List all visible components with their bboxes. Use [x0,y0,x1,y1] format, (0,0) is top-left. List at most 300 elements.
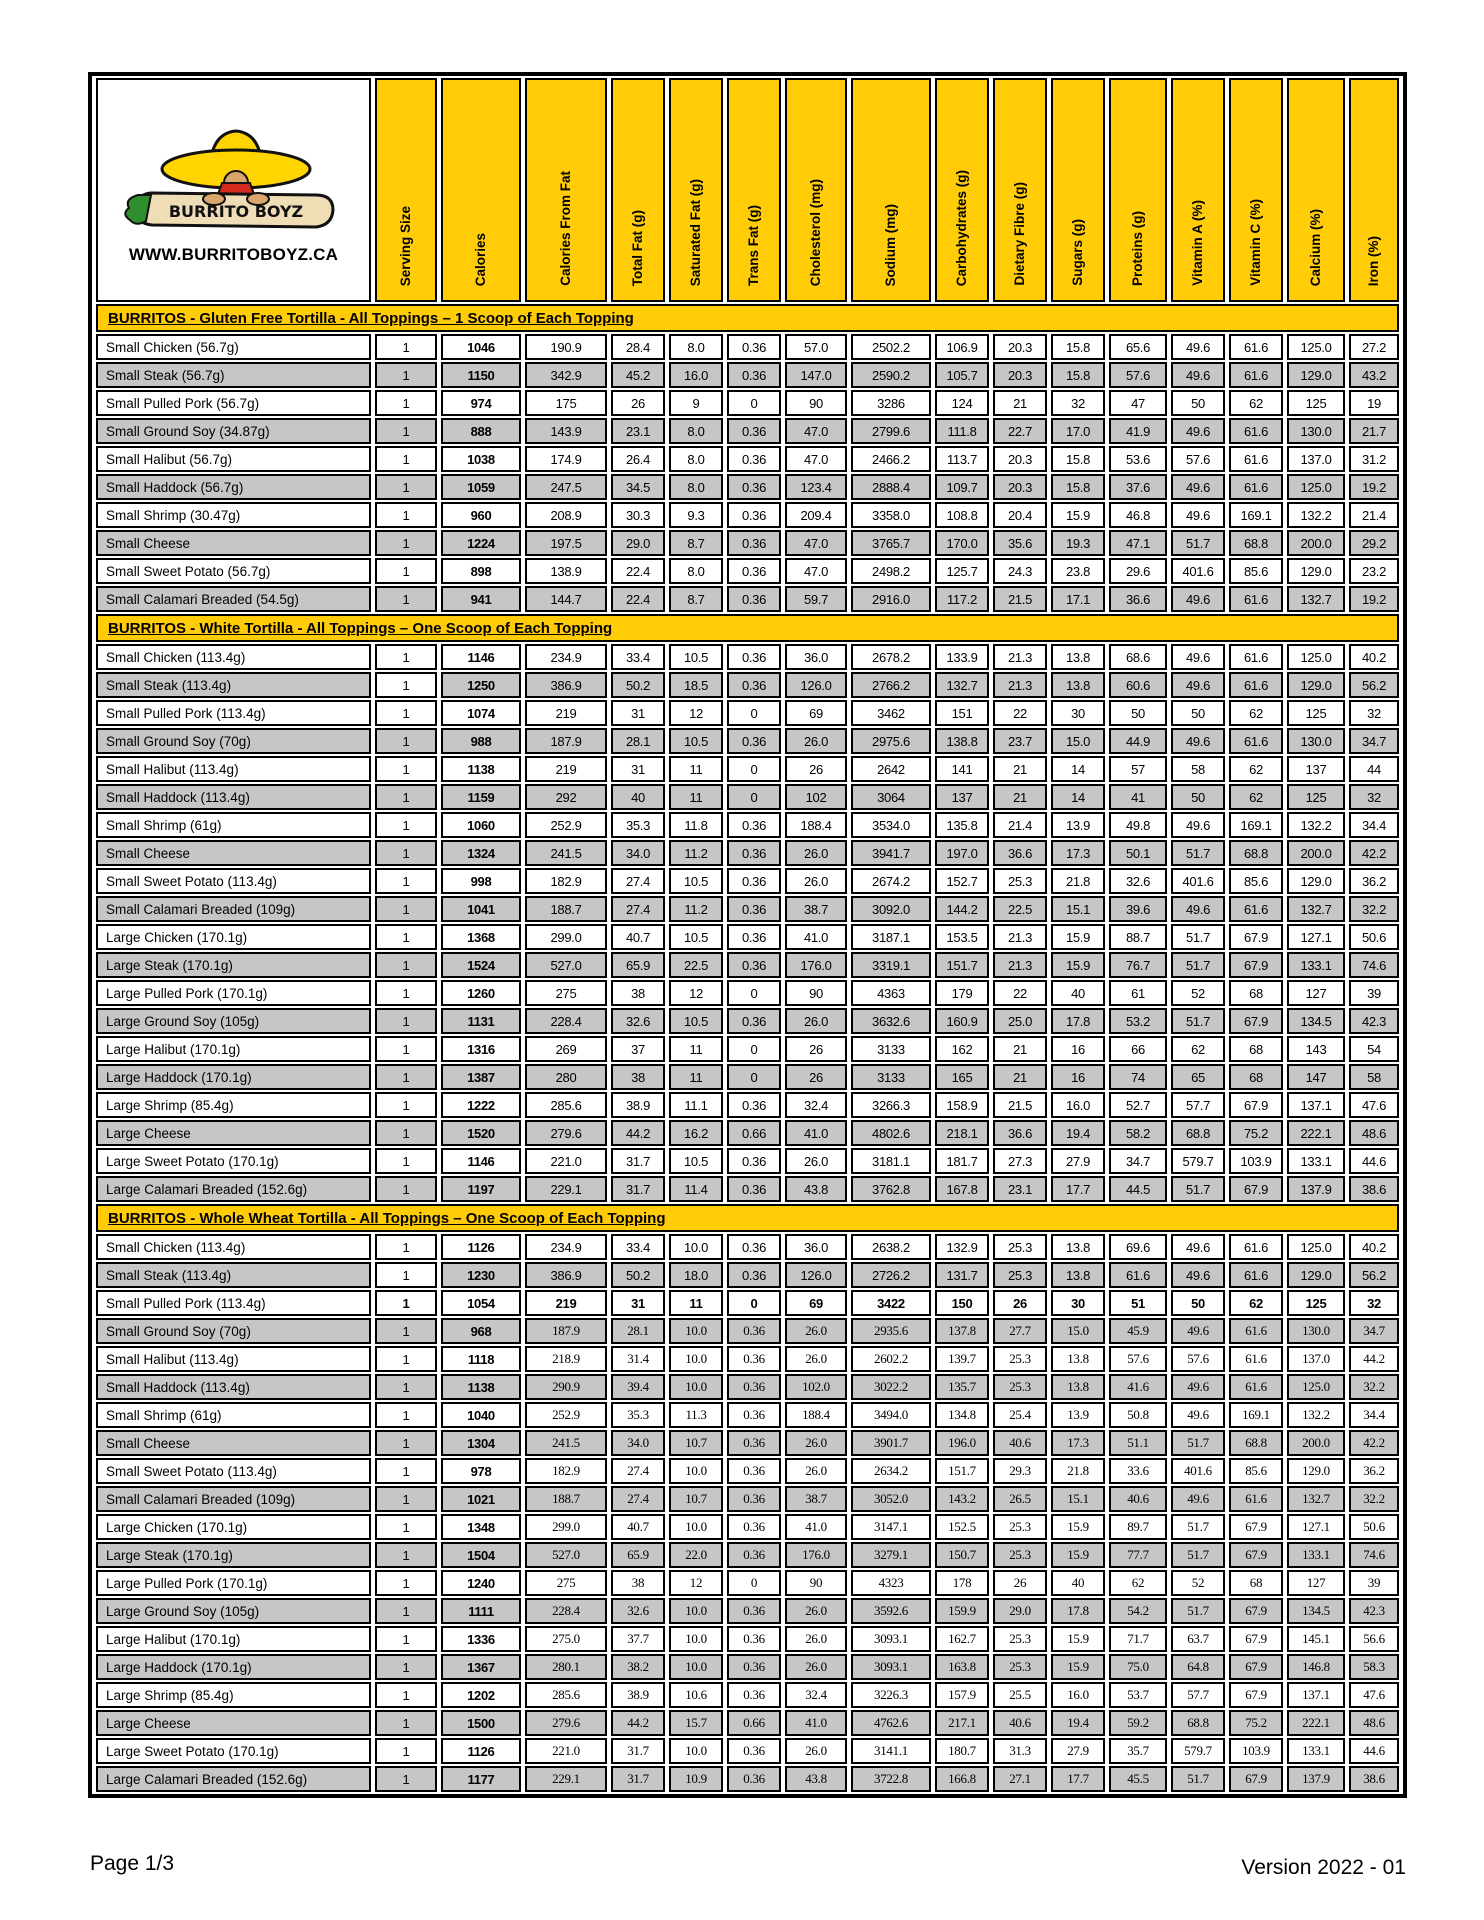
cell-proteins_g: 32.6 [1109,868,1167,894]
section-row [96,304,1399,332]
cell-calories_from_fat: 138.9 [525,558,607,584]
cell-iron_pct: 44.2 [1349,1346,1399,1372]
cell-cholesterol_mg: 102.0 [785,1374,847,1400]
cell-carbohydrates_g: 151.7 [935,952,989,978]
cell-calcium_pct: 137.1 [1287,1092,1345,1118]
cell-carbohydrates_g: 111.8 [935,418,989,444]
cell-iron_pct: 21.4 [1349,502,1399,528]
cell-vitamin_c_pct: 61.6 [1229,474,1283,500]
cell-saturated_fat_g: 11.8 [669,812,723,838]
table-row [96,644,1399,670]
cell-saturated_fat_g: 10.5 [669,1148,723,1174]
cell-calcium_pct: 200.0 [1287,840,1345,866]
cell-serving_size: 1 [375,980,437,1006]
cell-cholesterol_mg: 32.4 [785,1092,847,1118]
table-row [96,1092,1399,1118]
cell-proteins_g: 53.2 [1109,1008,1167,1034]
cell-calcium_pct: 200.0 [1287,530,1345,556]
cell-item: Small Cheese [96,840,371,866]
cell-serving_size: 1 [375,334,437,360]
cell-calories: 898 [441,558,521,584]
cell-iron_pct: 34.4 [1349,1402,1399,1428]
cell-vitamin_c_pct: 85.6 [1229,1458,1283,1484]
cell-iron_pct: 50.6 [1349,924,1399,950]
cell-dietary_fibre_g: 25.3 [993,1626,1047,1652]
cell-trans_fat_g: 0.36 [727,1542,781,1568]
cell-calcium_pct: 147 [1287,1064,1345,1090]
cell-calcium_pct: 127 [1287,1570,1345,1596]
cell-proteins_g: 60.6 [1109,672,1167,698]
table-row [96,1120,1399,1146]
cell-serving_size: 1 [375,952,437,978]
cell-serving_size: 1 [375,390,437,416]
cell-cholesterol_mg: 43.8 [785,1766,847,1792]
cell-trans_fat_g: 0.36 [727,840,781,866]
cell-saturated_fat_g: 12 [669,1570,723,1596]
table-row [96,1486,1399,1512]
cell-vitamin_c_pct: 169.1 [1229,502,1283,528]
cell-vitamin_c_pct: 61.6 [1229,1262,1283,1288]
cell-calories_from_fat: 275.0 [525,1626,607,1652]
cell-serving_size: 1 [375,1598,437,1624]
table-row [96,1262,1399,1288]
cell-carbohydrates_g: 179 [935,980,989,1006]
cell-vitamin_c_pct: 62 [1229,784,1283,810]
cell-dietary_fibre_g: 25.3 [993,1234,1047,1260]
cell-serving_size: 1 [375,1682,437,1708]
cell-item: Large Ground Soy (105g) [96,1598,371,1624]
cell-carbohydrates_g: 144.2 [935,896,989,922]
cell-calcium_pct: 200.0 [1287,1430,1345,1456]
cell-calories_from_fat: 247.5 [525,474,607,500]
cell-sodium_mg: 2799.6 [851,418,931,444]
cell-proteins_g: 47 [1109,390,1167,416]
cell-trans_fat_g: 0.36 [727,1738,781,1764]
cell-serving_size: 1 [375,1486,437,1512]
cell-carbohydrates_g: 160.9 [935,1008,989,1034]
cell-calories_from_fat: 292 [525,784,607,810]
cell-proteins_g: 44.9 [1109,728,1167,754]
cell-iron_pct: 74.6 [1349,952,1399,978]
cell-vitamin_c_pct: 75.2 [1229,1710,1283,1736]
cell-calcium_pct: 127.1 [1287,1514,1345,1540]
cell-sodium_mg: 2674.2 [851,868,931,894]
table-row [96,1738,1399,1764]
cell-total_fat_g: 50.2 [611,672,665,698]
cell-item: Small Ground Soy (70g) [96,1318,371,1344]
cell-calories: 1304 [441,1430,521,1456]
table-row [96,446,1399,472]
cell-vitamin_c_pct: 62 [1229,756,1283,782]
cell-calories: 1159 [441,784,521,810]
cell-iron_pct: 54 [1349,1036,1399,1062]
cell-calcium_pct: 132.2 [1287,502,1345,528]
cell-total_fat_g: 30.3 [611,502,665,528]
cell-calcium_pct: 127 [1287,980,1345,1006]
cell-sugars_g: 17.7 [1051,1766,1105,1792]
cell-total_fat_g: 22.4 [611,558,665,584]
cell-vitamin_a_pct: 68.8 [1171,1710,1225,1736]
cell-cholesterol_mg: 26.0 [785,840,847,866]
cell-serving_size: 1 [375,924,437,950]
cell-vitamin_c_pct: 67.9 [1229,1766,1283,1792]
cell-vitamin_a_pct: 49.6 [1171,334,1225,360]
cell-item: Small Pulled Pork (113.4g) [96,1290,371,1316]
cell-vitamin_a_pct: 401.6 [1171,558,1225,584]
cell-iron_pct: 36.2 [1349,868,1399,894]
cell-vitamin_c_pct: 61.6 [1229,1486,1283,1512]
cell-saturated_fat_g: 11.3 [669,1402,723,1428]
cell-sodium_mg: 2590.2 [851,362,931,388]
cell-carbohydrates_g: 151.7 [935,1458,989,1484]
cell-cholesterol_mg: 176.0 [785,952,847,978]
cell-item: Large Chicken (170.1g) [96,1514,371,1540]
cell-calories_from_fat: 221.0 [525,1148,607,1174]
cell-vitamin_c_pct: 85.6 [1229,868,1283,894]
cell-saturated_fat_g: 8.0 [669,418,723,444]
cell-sugars_g: 23.8 [1051,558,1105,584]
col-header-label: Total Fat (g) [630,209,646,286]
cell-vitamin_a_pct: 49.6 [1171,418,1225,444]
cell-vitamin_a_pct: 51.7 [1171,1008,1225,1034]
cell-calories: 941 [441,586,521,612]
cell-vitamin_a_pct: 49.6 [1171,1374,1225,1400]
table-row [96,812,1399,838]
cell-carbohydrates_g: 135.7 [935,1374,989,1400]
table-row [96,1430,1399,1456]
cell-proteins_g: 41.6 [1109,1374,1167,1400]
cell-vitamin_a_pct: 57.6 [1171,1346,1225,1372]
cell-carbohydrates_g: 178 [935,1570,989,1596]
cell-cholesterol_mg: 26 [785,756,847,782]
cell-cholesterol_mg: 126.0 [785,672,847,698]
cell-serving_size: 1 [375,1626,437,1652]
cell-sodium_mg: 3534.0 [851,812,931,838]
cell-calories_from_fat: 182.9 [525,868,607,894]
table-row [96,1290,1399,1316]
cell-vitamin_a_pct: 51.7 [1171,530,1225,556]
cell-item: Large Pulled Pork (170.1g) [96,980,371,1006]
cell-serving_size: 1 [375,502,437,528]
cell-calories: 1041 [441,896,521,922]
cell-item: Small Haddock (56.7g) [96,474,371,500]
cell-trans_fat_g: 0 [727,700,781,726]
cell-iron_pct: 32 [1349,784,1399,810]
table-row [96,1064,1399,1090]
cell-cholesterol_mg: 36.0 [785,644,847,670]
cell-calcium_pct: 132.7 [1287,586,1345,612]
col-header-label: Proteins (g) [1130,210,1146,286]
cell-cholesterol_mg: 126.0 [785,1262,847,1288]
col-header-label: Trans Fat (g) [746,204,762,286]
cell-calories_from_fat: 234.9 [525,1234,607,1260]
cell-saturated_fat_g: 10.0 [669,1374,723,1400]
cell-proteins_g: 49.8 [1109,812,1167,838]
cell-serving_size: 1 [375,1402,437,1428]
cell-total_fat_g: 44.2 [611,1120,665,1146]
cell-vitamin_c_pct: 67.9 [1229,952,1283,978]
cell-calcium_pct: 145.1 [1287,1626,1345,1652]
cell-calories: 998 [441,868,521,894]
cell-iron_pct: 56.6 [1349,1626,1399,1652]
cell-cholesterol_mg: 26.0 [785,1626,847,1652]
table-row [96,1374,1399,1400]
brand-text: BURRITO BOYZ [168,202,303,221]
cell-vitamin_c_pct: 61.6 [1229,586,1283,612]
cell-trans_fat_g: 0.36 [727,1626,781,1652]
cell-total_fat_g: 31 [611,700,665,726]
cell-sugars_g: 15.1 [1051,1486,1105,1512]
cell-saturated_fat_g: 18.0 [669,1262,723,1288]
cell-vitamin_c_pct: 67.9 [1229,1654,1283,1680]
cell-saturated_fat_g: 8.7 [669,530,723,556]
cell-item: Large Calamari Breaded (152.6g) [96,1766,371,1792]
cell-sugars_g: 27.9 [1051,1738,1105,1764]
cell-dietary_fibre_g: 21 [993,1064,1047,1090]
cell-total_fat_g: 45.2 [611,362,665,388]
cell-dietary_fibre_g: 40.6 [993,1430,1047,1456]
cell-carbohydrates_g: 143.2 [935,1486,989,1512]
col-header-sodium_mg [851,78,931,302]
cell-item: Large Cheese [96,1120,371,1146]
cell-proteins_g: 45.9 [1109,1318,1167,1344]
cell-vitamin_c_pct: 61.6 [1229,896,1283,922]
cell-item: Large Shrimp (85.4g) [96,1092,371,1118]
cell-carbohydrates_g: 117.2 [935,586,989,612]
cell-sodium_mg: 3422 [851,1290,931,1316]
cell-dietary_fibre_g: 22 [993,980,1047,1006]
cell-vitamin_c_pct: 61.6 [1229,418,1283,444]
cell-proteins_g: 74 [1109,1064,1167,1090]
cell-vitamin_c_pct: 61.6 [1229,334,1283,360]
cell-serving_size: 1 [375,1654,437,1680]
cell-dietary_fibre_g: 22.7 [993,418,1047,444]
cell-calories: 1046 [441,334,521,360]
cell-total_fat_g: 37 [611,1036,665,1062]
cell-vitamin_a_pct: 58 [1171,756,1225,782]
cell-total_fat_g: 33.4 [611,644,665,670]
cell-calories_from_fat: 174.9 [525,446,607,472]
col-header-dietary_fibre_g [993,78,1047,302]
cell-sugars_g: 17.1 [1051,586,1105,612]
cell-total_fat_g: 35.3 [611,1402,665,1428]
cell-saturated_fat_g: 10.0 [669,1318,723,1344]
cell-calories_from_fat: 275 [525,980,607,1006]
cell-trans_fat_g: 0.36 [727,558,781,584]
table-row [96,586,1399,612]
cell-cholesterol_mg: 26.0 [785,1430,847,1456]
cell-dietary_fibre_g: 21 [993,756,1047,782]
cell-vitamin_c_pct: 67.9 [1229,1092,1283,1118]
col-header-label: Iron (%) [1366,235,1382,286]
cell-carbohydrates_g: 133.9 [935,644,989,670]
cell-vitamin_c_pct: 68.8 [1229,840,1283,866]
cell-calories: 1131 [441,1008,521,1034]
cell-saturated_fat_g: 10.0 [669,1738,723,1764]
cell-sodium_mg: 2502.2 [851,334,931,360]
cell-calories_from_fat: 188.7 [525,1486,607,1512]
cell-saturated_fat_g: 8.7 [669,586,723,612]
cell-iron_pct: 32.2 [1349,1374,1399,1400]
cell-calories_from_fat: 299.0 [525,1514,607,1540]
cell-calcium_pct: 132.2 [1287,1402,1345,1428]
cell-sugars_g: 13.8 [1051,1262,1105,1288]
cell-vitamin_a_pct: 49.6 [1171,644,1225,670]
cell-total_fat_g: 31.4 [611,1346,665,1372]
cell-calories: 960 [441,502,521,528]
cell-calcium_pct: 133.1 [1287,1148,1345,1174]
cell-dietary_fibre_g: 27.1 [993,1766,1047,1792]
cell-calories: 1316 [441,1036,521,1062]
cell-sugars_g: 17.7 [1051,1176,1105,1202]
cell-sugars_g: 14 [1051,784,1105,810]
cell-calories: 974 [441,390,521,416]
cell-cholesterol_mg: 90 [785,1570,847,1596]
cell-calories: 1126 [441,1738,521,1764]
cell-cholesterol_mg: 90 [785,390,847,416]
cell-sodium_mg: 3279.1 [851,1542,931,1568]
cell-calories: 1111 [441,1598,521,1624]
cell-serving_size: 1 [375,586,437,612]
cell-sugars_g: 27.9 [1051,1148,1105,1174]
cell-carbohydrates_g: 137.8 [935,1318,989,1344]
cell-serving_size: 1 [375,1766,437,1792]
cell-serving_size: 1 [375,1036,437,1062]
cell-dietary_fibre_g: 40.6 [993,1710,1047,1736]
cell-total_fat_g: 39.4 [611,1374,665,1400]
cell-trans_fat_g: 0.36 [727,1430,781,1456]
cell-calcium_pct: 129.0 [1287,1458,1345,1484]
cell-total_fat_g: 65.9 [611,1542,665,1568]
cell-total_fat_g: 31 [611,756,665,782]
cell-sodium_mg: 3266.3 [851,1092,931,1118]
cell-iron_pct: 44 [1349,756,1399,782]
cell-proteins_g: 57 [1109,756,1167,782]
cell-iron_pct: 19 [1349,390,1399,416]
cell-saturated_fat_g: 8.0 [669,474,723,500]
col-header-carbohydrates_g [935,78,989,302]
cell-iron_pct: 47.6 [1349,1682,1399,1708]
cell-trans_fat_g: 0 [727,784,781,810]
cell-carbohydrates_g: 157.9 [935,1682,989,1708]
col-header-total_fat_g [611,78,665,302]
table-row [96,1598,1399,1624]
cell-calcium_pct: 133.1 [1287,952,1345,978]
cell-vitamin_a_pct: 51.7 [1171,1542,1225,1568]
cell-total_fat_g: 38 [611,1064,665,1090]
cell-total_fat_g: 38 [611,980,665,1006]
cell-saturated_fat_g: 10.5 [669,924,723,950]
cell-carbohydrates_g: 132.7 [935,672,989,698]
table-row [96,1542,1399,1568]
cell-total_fat_g: 22.4 [611,586,665,612]
table-row [96,1710,1399,1736]
section-title: BURRITOS - Whole Wheat Tortilla - All Toppings – One Scoop of Each Topping [96,1204,1399,1232]
cell-calories: 988 [441,728,521,754]
cell-vitamin_c_pct: 68 [1229,980,1283,1006]
cell-dietary_fibre_g: 21.3 [993,672,1047,698]
table-body [96,304,1399,1792]
cell-proteins_g: 41.9 [1109,418,1167,444]
table-row [96,1318,1399,1344]
cell-sugars_g: 30 [1051,700,1105,726]
cell-sodium_mg: 3092.0 [851,896,931,922]
cell-cholesterol_mg: 38.7 [785,1486,847,1512]
cell-proteins_g: 65.6 [1109,334,1167,360]
cell-carbohydrates_g: 150.7 [935,1542,989,1568]
cell-sodium_mg: 4363 [851,980,931,1006]
cell-dietary_fibre_g: 21.5 [993,586,1047,612]
cell-sugars_g: 15.9 [1051,1514,1105,1540]
cell-item: Large Calamari Breaded (152.6g) [96,1176,371,1202]
col-header-label: Sodium (mg) [883,203,899,286]
cell-iron_pct: 42.3 [1349,1008,1399,1034]
cell-sodium_mg: 3147.1 [851,1514,931,1540]
col-header-proteins_g [1109,78,1167,302]
cell-item: Large Halibut (170.1g) [96,1036,371,1062]
cell-sugars_g: 15.9 [1051,1654,1105,1680]
cell-serving_size: 1 [375,1430,437,1456]
cell-calories_from_fat: 229.1 [525,1176,607,1202]
cell-saturated_fat_g: 11 [669,1036,723,1062]
cell-total_fat_g: 38.9 [611,1682,665,1708]
cell-sugars_g: 17.0 [1051,418,1105,444]
cell-calories: 1240 [441,1570,521,1596]
col-header-label: Cholesterol (mg) [808,178,824,286]
cell-vitamin_c_pct: 68.8 [1229,1430,1283,1456]
cell-sugars_g: 30 [1051,1290,1105,1316]
cell-iron_pct: 19.2 [1349,586,1399,612]
cell-vitamin_a_pct: 63.7 [1171,1626,1225,1652]
cell-item: Small Ground Soy (70g) [96,728,371,754]
col-header-label: Saturated Fat (g) [688,178,704,286]
cell-calories: 1222 [441,1092,521,1118]
cell-iron_pct: 42.2 [1349,1430,1399,1456]
cell-total_fat_g: 40.7 [611,924,665,950]
cell-trans_fat_g: 0 [727,1290,781,1316]
cell-total_fat_g: 38.2 [611,1654,665,1680]
cell-carbohydrates_g: 165 [935,1064,989,1090]
cell-sodium_mg: 2916.0 [851,586,931,612]
cell-iron_pct: 32 [1349,1290,1399,1316]
cell-sugars_g: 15.9 [1051,1542,1105,1568]
table-row [96,896,1399,922]
cell-cholesterol_mg: 102 [785,784,847,810]
cell-vitamin_a_pct: 51.7 [1171,1598,1225,1624]
cell-total_fat_g: 31.7 [611,1148,665,1174]
cell-vitamin_a_pct: 49.6 [1171,812,1225,838]
cell-calories_from_fat: 182.9 [525,1458,607,1484]
cell-carbohydrates_g: 113.7 [935,446,989,472]
cell-iron_pct: 38.6 [1349,1176,1399,1202]
table-row [96,558,1399,584]
cell-calories_from_fat: 188.7 [525,896,607,922]
cell-iron_pct: 36.2 [1349,1458,1399,1484]
col-header-label: Serving Size [398,205,414,286]
cell-total_fat_g: 32.6 [611,1008,665,1034]
cell-total_fat_g: 28.4 [611,334,665,360]
cell-dietary_fibre_g: 23.1 [993,1176,1047,1202]
cell-dietary_fibre_g: 21.3 [993,952,1047,978]
cell-saturated_fat_g: 11.4 [669,1176,723,1202]
cell-dietary_fibre_g: 20.3 [993,362,1047,388]
cell-item: Small Shrimp (61g) [96,812,371,838]
cell-sugars_g: 19.4 [1051,1120,1105,1146]
cell-saturated_fat_g: 10.9 [669,1766,723,1792]
table-header [96,78,1399,302]
cell-sodium_mg: 2888.4 [851,474,931,500]
cell-vitamin_a_pct: 50 [1171,784,1225,810]
